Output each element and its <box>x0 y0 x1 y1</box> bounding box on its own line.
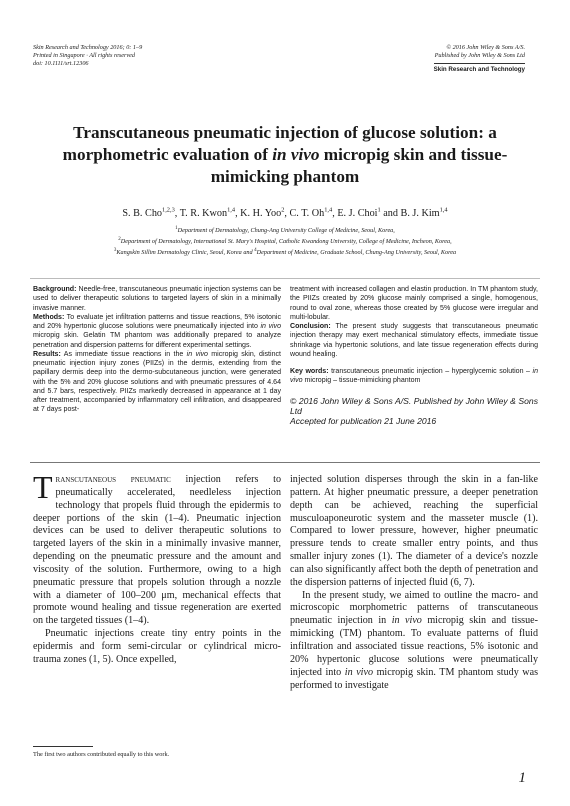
footnote: The first two authors contributed equally to this work. <box>33 751 170 758</box>
title-part: Transcutaneous pneumatic injection of glucose solution: a morphometric evaluation of <box>62 123 497 164</box>
author-list <box>30 204 540 220</box>
abstract-conclusion: Conclusion: The present study suggests that transcutaneous pneumatic injection therapy may exert mechanical stimulatory effects, immediate tissue shrinkage via hypertonic solutions, and late tissue regeneration effects during wound healing. <box>290 323 538 358</box>
abstract-left-column <box>33 285 281 415</box>
body-paragraph: injected solution disperses through the skin in a fan-like pattern. At higher pneumatic pressure, a deeper penetration depth can be achieved, reaching the superficial musculoaponeurotic system and the masseter muscle (1). Compared to lower pressure, however, higher pneumatic pressure tends to create smaller entry points, and thus smaller injury zones (1). The diameter of a device's nozzle can also significantly affect both the depth of penetration and the dispersion patterns of injected fluid (6, 7). <box>290 474 538 588</box>
publisher-header <box>434 44 525 74</box>
printed-line: Printed in Singapore · All rights reserved <box>33 52 136 59</box>
abstract-background: Background: Needle-free, transcutaneous pneumatic injection systems can be used to deliver therapeutic solutions to targeted layers of skin in a minimally invasive manner. <box>33 286 281 312</box>
author: B. J. Kim$^{1,4}$ <box>400 207 448 220</box>
article-title <box>30 122 540 188</box>
accepted-date: Accepted for publication 21 June 2016 <box>290 416 437 427</box>
publisher-line: Published by John Wiley & Sons Ltd <box>434 52 525 59</box>
affiliation: $^2$Department of Dermatology, International St. Mary's Hospital, Catholic Kwandong University, College of Medicine, Incheon, Korea, <box>118 236 452 245</box>
affiliations <box>30 225 540 257</box>
title-italic: in vivo <box>272 145 320 164</box>
keywords: Key words: transcutaneous pneumatic injection – hyperglycemic solution – in vivo micropig – tissue-mimicking phantom <box>290 368 538 385</box>
citation-line: Skin Research and Technology 2016; 0: 1–9 <box>33 44 143 51</box>
footnote-divider <box>33 746 93 747</box>
affiliation: $^1$Department of Dermatology, Chung-Ang University College of Medicine, Seoul, Korea, <box>175 226 395 235</box>
copyright-line: © 2016 John Wiley & Sons A/S. <box>446 44 525 51</box>
abstract-results-cont: treatment with increased collagen and elastin production. In TM phantom study, the PIIZs created by 20% glucose mainly comprised a single, homogenous, round to oval zone, whereas those created by 5% glucose were irregular and multi-lobular. <box>290 286 538 321</box>
abstract-methods: Methods: To evaluate jet infiltration patterns and tissue reactions, 5% isotonic and 20% hypertonic glucose solutions were pneumatically injected into in vivo micropig skin. Gelatin TM phantom was additionally prepared to analyze penetration and dispersion patterns for different experimental settings. <box>33 313 282 349</box>
title-part: micropig skin and tissue-mimicking phantom <box>210 145 508 186</box>
copyright-text: © 2016 John Wiley & Sons A/S. Published by John Wiley & Sons Ltd <box>290 395 538 416</box>
copyright-notice <box>290 396 538 427</box>
journal-name: Skin Research and Technology <box>434 63 525 74</box>
abstract-divider <box>30 462 540 463</box>
drop-cap: T <box>33 469 53 505</box>
affiliation: $^3$Kangskin Sillim Dermatology Clinic, Seoul, Korea and $^4$Department of Medicine, Graduate School, Chung-Ang University, Seoul, Korea <box>113 247 457 256</box>
body-paragraph: In the present study, we aimed to outline the macro- and microscopic morphometric patterns of transcutaneous pneumatic injection in in vivo micropig skin and tissue-mimicking (TM) phantom. To evaluate patterns of fluid infiltration and associated tissue reactions, 5% isotonic and 20% hypertonic glucose solutions were pneumatically injected into in vivo micropig skin. TM phantom study was performed to investigate <box>290 589 539 691</box>
abstract-right-column <box>290 285 538 427</box>
abstract-results: Results: As immediate tissue reactions in the in vivo micropig skin, distinct pneumatic injection injury zones (PIIZs) in the dermis, extending from the papillary dermis deep into the dermo-subcutaneous junction, were generated with the 5% and 20% glucose solutions and with pneumatic pressures of 4.64 and 5.7 bars, respectively. PIIZs markedly decreased in appearance at 1 day after treatment, accompanied by inflammatory cell infiltration, and disappeared at 7 days post- <box>33 350 281 414</box>
lead-text: ranscutaneous pneumatic <box>55 474 171 485</box>
journal-citation-header <box>33 44 142 68</box>
page-number: 1 <box>518 770 526 786</box>
body-left-column <box>33 469 281 667</box>
author: S. B. Cho$^{1,2,3}$, <box>122 207 180 220</box>
author: T. R. Kwon$^{1,4}$, <box>179 207 241 220</box>
body-paragraph: Transcutaneous pneumatic injection refers to pneumatically accelerated, needleless injection technology that propels fluid through the epidermis to deeper portions of the skin (1–4). Pneumatic injection devices can be used to deliver therapeutic solutions to targeted layers of the skin in a minimally invasive manner, depending on the pneumatic pressure and the amount and viscosity of the solution. Furthermore, owing to a high pneumatic pressure that propels solution through a nozzle with a diameter of 100–200 μm, mechanical effects that promote wound healing and tissue regeneration are exerted on the targeted tissues (1–4). <box>33 469 281 627</box>
body-paragraph: Pneumatic injections create tiny entry points in the epidermis and form semi-circular or cylindrical micro-trauma zones (1, 5). Once expelled, <box>33 628 281 665</box>
abstract-box <box>30 278 540 455</box>
author: C. T. Oh$^{1,4}$, <box>289 207 338 220</box>
body-right-column <box>290 474 538 692</box>
author: K. H. Yoo$^2$, <box>240 207 290 220</box>
author: E. J. Choi$^1$ and <box>337 207 401 220</box>
doi-line: doi: 10.1111/srt.12306 <box>33 60 89 67</box>
